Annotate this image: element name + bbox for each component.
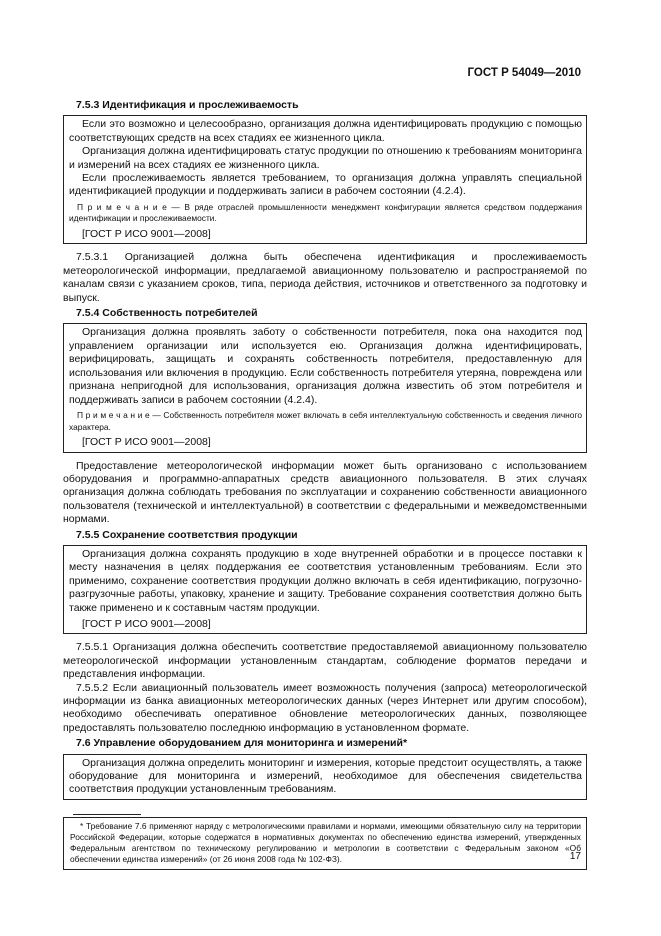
quote-box-7-5-3: [63, 115, 587, 244]
paragraph: Если прослеживаемость является требованием, то организация должна управлять специальной идентификацией продукции и поддерживать записи в рабочем состоянии (4.2.4).: [69, 172, 582, 198]
paragraph: Организация должна сохранять продукцию в ходе внутренней обработки и в процессе поставки к месту назначения в целях поддержания ее соответствия установленным требованиям. Если это применимо, сохранение соответствия продукции должно включать в себя идентификацию, погрузочно-разгрузочные работы, упаковку, хранение и защиту. Требование сохранения соответствия должно быть также применено и к составным частям продукции.: [69, 547, 582, 614]
reference: [ГОСТ Р ИСО 9001—2008]: [82, 617, 211, 630]
paragraph-7-5-5-1: 7.5.5.1 Организация должна обеспечить соответствие предоставляемой авиационному пользователю метеорологической информации установленным стандартам, соблюдение форматов передачи и представления информации.: [63, 641, 587, 681]
reference: [ГОСТ Р ИСО 9001—2008]: [82, 228, 211, 241]
paragraph-7-5-4-text: Предоставление метеорологической информации может быть организовано с использованием оборудования и программно-аппаратных средств авиационного пользователя. В этих случаях организация должна соблюдать требования по эксплуатации и сохранению собственности авиационного пользователя (технической и интеллектуальной) в соответствии с федеральными и межведомственными нормами.: [63, 459, 587, 526]
paragraph: Организация должна проявлять заботу о собственности потребителя, пока она находится под управлением организации или используется ею. Организация должна идентифицировать, верифицировать, защищать и сохранять собственность потребителя, предоставленную для использования или включения в продукцию. Если собственность потребителя утеряна, повреждена или признана непригодной для использования, организация должна известить об этом потребителя и поддерживать записи в рабочем состоянии (4.2.4).: [69, 326, 582, 406]
page-content: [63, 97, 587, 870]
quote-box-7-6: [63, 754, 587, 800]
note-text: — В ряде отраслей промышленности менеджмент конфигурации является средством поддержания идентификации и прослеживаемости.: [69, 201, 582, 224]
paragraph-7-5-3-1: 7.5.3.1 Организацией должна быть обеспечена идентификация и прослеживаемость метеорологической информации, предлагаемой авиационному пользователю и распространяемой по каналам связи с указанием сроков, типа, периода действия, источников и ответственного за подготовку и выпуск.: [63, 251, 587, 304]
section-7-5-5-heading: 7.5.5 Сохранение соответствия продукции: [76, 528, 298, 541]
section-7-6-heading: 7.6 Управление оборудованием для мониторинга и измерений*: [76, 737, 408, 750]
reference: [ГОСТ Р ИСО 9001—2008]: [82, 436, 211, 449]
note: [69, 202, 582, 225]
paragraph-7-5-5-2: 7.5.5.2 Если авиационный пользователь имеет возможность получения (запроса) метеорологической информации из банка авиационных метеорологических данных (через Интернет или другим способом), необходимо обеспечивать оперативное обновление метеорологических данных, позволяющее предоставлять пользователю последнюю информацию в установленном формате.: [63, 681, 587, 734]
note: [69, 410, 582, 433]
standard-designation: ГОСТ Р 54049—2010: [467, 67, 581, 79]
paragraph: Организация должна идентифицировать статус продукции по отношению к требованиям мониторинга и измерений на всех стадиях ее жизненного цикла.: [69, 145, 582, 171]
footnote: * Требование 7.6 применяют наряду с метрологическими правилами и нормами, имеющими обязательную силу на территории Российской Федерации, которые содержатся в нормативных документах по обеспечению единства измерений, утвержденных Федеральным агентством по техническому регулированию и метрологии в соответствии с Федеральным законом «Об обеспечении единства измерений» (от 26 июня 2008 года № 102-ФЗ).: [63, 817, 587, 870]
section-7-5-3-heading: 7.5.3 Идентификация и прослеживаемость: [76, 99, 299, 111]
page-number: 17: [569, 851, 581, 862]
note-label: П р и м е ч а н и е: [77, 409, 150, 420]
quote-box-7-5-4: [63, 323, 587, 452]
paragraph: Организация должна определить мониторинг и измерения, которые предстоит осуществлять, а также оборудование для мониторинга и измерений, необходимое для обеспечения свидетельства соответствия продукции установленным требованиям.: [69, 756, 582, 796]
note-text: — Собственность потребителя может включать в себя интеллектуальную собственность и сведения личного характера.: [69, 409, 582, 432]
quote-box-7-5-5: [63, 545, 587, 634]
section-7-5-4-heading: 7.5.4 Собственность потребителей: [76, 307, 258, 320]
paragraph: Если это возможно и целесообразно, организация должна идентифицировать продукцию с помощью соответствующих средств на всех стадиях ее жизненного цикла.: [69, 118, 582, 144]
note-label: П р и м е ч а н и е: [77, 201, 167, 212]
footnote-separator: [73, 814, 141, 815]
